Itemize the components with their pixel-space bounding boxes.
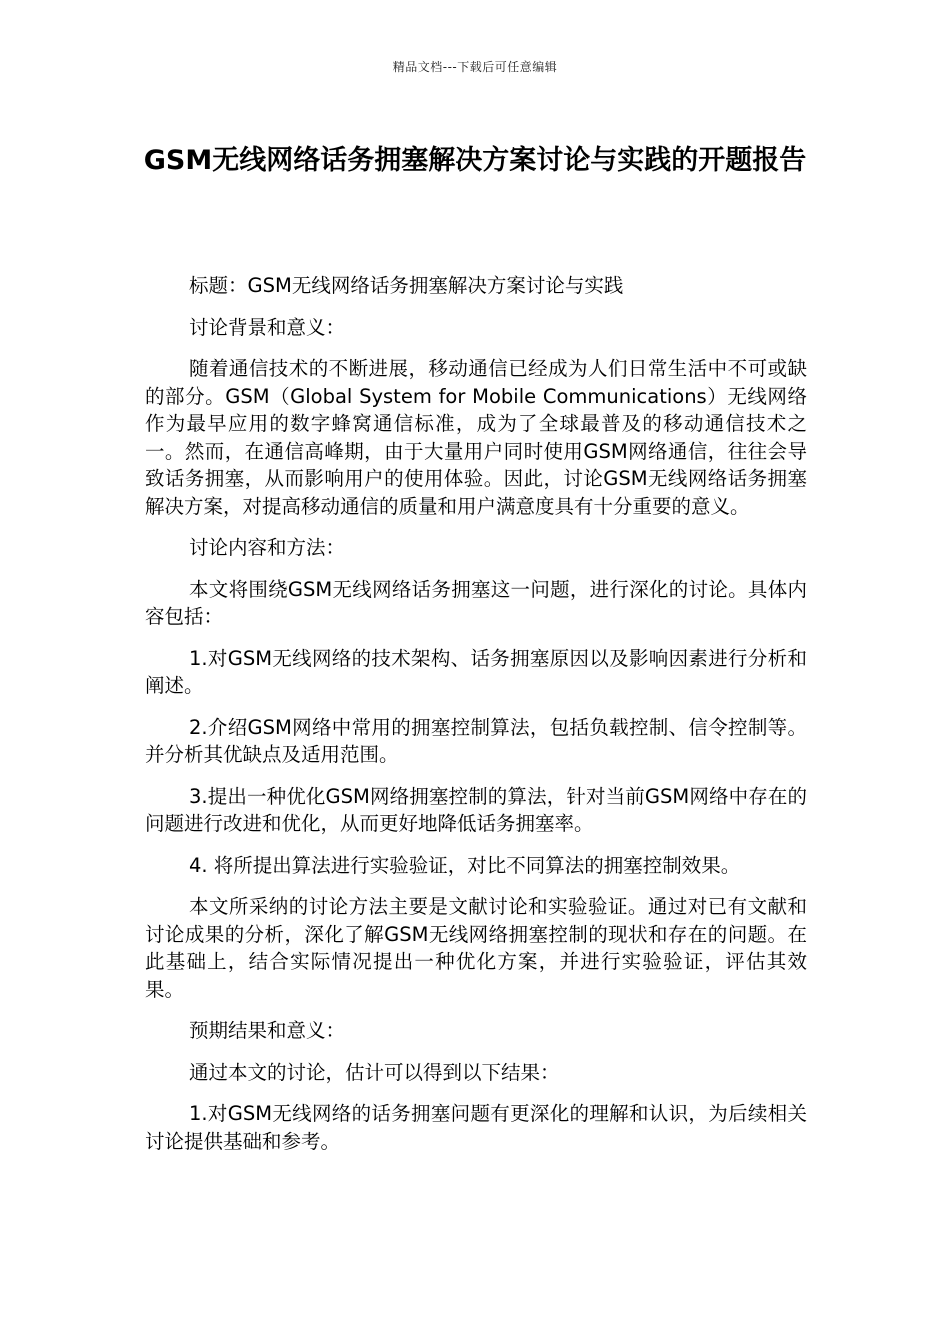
paragraph-results-intro: 通过本文的讨论，估计可以得到以下结果： [189,1060,560,1084]
paragraph-heading-results: 预期结果和意义： [189,1019,346,1042]
header-note: 精品文档---下载后可任意编辑 [392,60,558,74]
document-title: GSM无线网络话务拥塞解决方案讨论与实践的开题报告 [143,145,807,176]
paragraph-heading-content: 讨论内容和方法： [189,536,346,559]
paragraph-method: 本文所采纳的讨论方法主要是文献讨论和实验验证。通过对已有文献和讨论成果的分析，深化了解GSM无线网络拥塞控制的现状和存在的问题。在此基础上，结合实际情况提出一种优化方案，并进行实验验证，评估其效果。 [145,895,807,1001]
paragraph-item-2: 2.介绍GSM网络中常用的拥塞控制算法，包括负载控制、信令控制等。并分析其优缺点及适用范围。 [145,715,807,766]
paragraph-heading-background: 讨论背景和意义： [189,315,346,339]
paragraph-subject: 标题：GSM无线网络话务拥塞解决方案讨论与实践 [189,274,624,297]
paragraph-item-1: 1.对GSM无线网络的技术架构、话务拥塞原因以及影响因素进行分析和阐述。 [145,646,807,697]
paragraph-content-intro: 本文将围绕GSM无线网络话务拥塞这一问题，进行深化的讨论。具体内容包括： [145,577,807,628]
document-body [145,272,807,1169]
paragraph-item-3: 3.提出一种优化GSM网络拥塞控制的算法，针对当前GSM网络中存在的问题进行改进和优化，从而更好地降低话务拥塞率。 [145,784,807,835]
paragraph-background: 随着通信技术的不断进展，移动通信已经成为人们日常生活中不可或缺的部分。GSM（Global System for Mobile Communications）无线网络作为最早应用的数字蜂窝通信标准，成为了全球最普及的移动通信技术之一。然而，在通信高峰期，由于大量用户同时使用GSM网络通信，往往会导致话务拥塞，从而影响用户的使用体验。因此，讨论GSM无线网络话务拥塞解决方案，对提高移动通信的质量和用户满意度具有十分重要的意义。 [145,357,807,518]
paragraph-result-1: 1.对GSM无线网络的话务拥塞问题有更深化的理解和认识，为后续相关讨论提供基础和参考。 [145,1102,807,1153]
paragraph-item-4: 4. 将所提出算法进行实验验证，对比不同算法的拥塞控制效果。 [189,853,741,877]
